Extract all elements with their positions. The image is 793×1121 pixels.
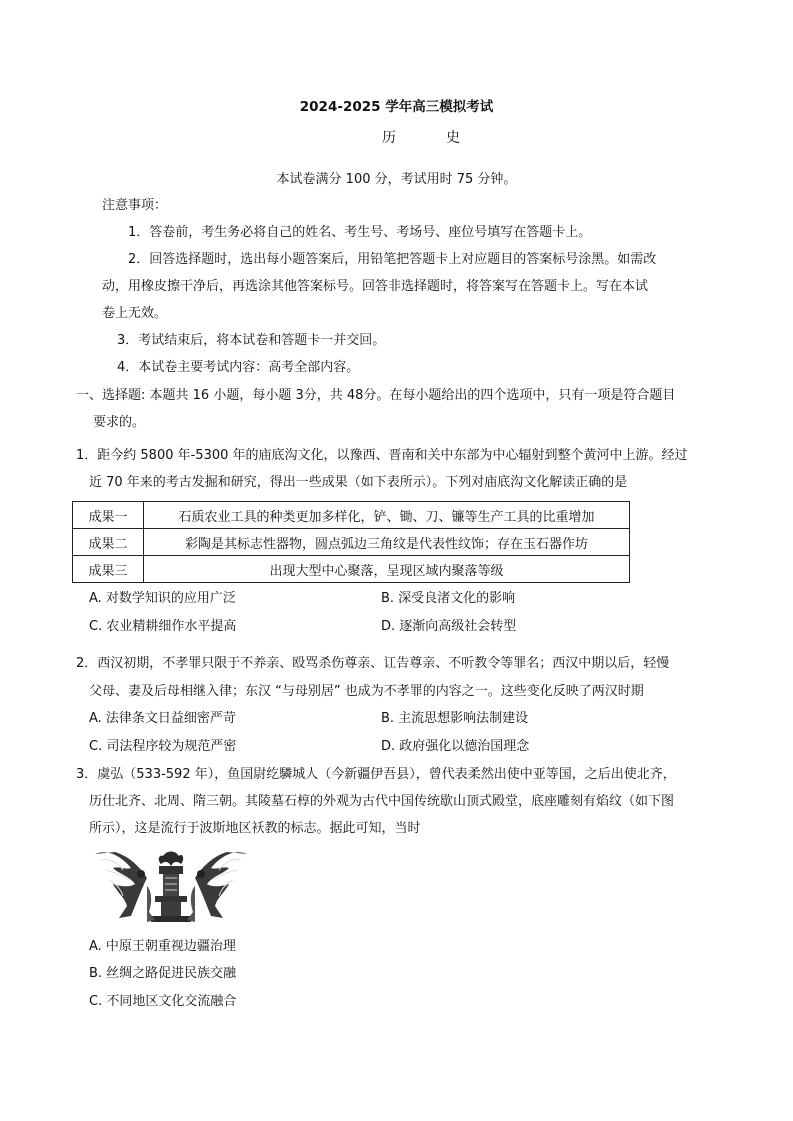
option-a[interactable]: A. 中原王朝重视边疆治理: [89, 939, 236, 954]
option-b[interactable]: B. 丝绸之路促进民族交融: [89, 966, 237, 981]
subject-char-1: 历: [382, 130, 396, 146]
section-heading-cont: 要求的。: [93, 415, 146, 430]
exam-info: 本试卷满分 100 分，考试用时 75 分钟。: [276, 172, 517, 187]
table-cell-label: 成果二: [73, 529, 144, 556]
question-1-stem: 1．距今约 5800 年-5300 年的庙底沟文化，以豫西、晋南和关中东部为中心辐射到整个黄河中上游。经过: [76, 448, 688, 463]
table-cell-label: 成果一: [73, 502, 144, 529]
option-b[interactable]: B. 深受良渚文化的影响: [381, 591, 516, 606]
table-cell-label: 成果三: [73, 556, 144, 583]
notes-item: 4．本试卷主要考试内容：高考全部内容。: [117, 360, 360, 375]
section-heading: 一、选择题: 本题共 16 小题，每小题 3分，共 48分。在每小题给出的四个选项中，只有一项是符合题目: [76, 388, 676, 403]
question-3-stem-cont: 所示），这是流行于波斯地区袄教的标志。据此可知，当时: [89, 821, 421, 836]
subject-title: [382, 131, 460, 145]
question-2-stem: 2．西汉初期，不孝罪只限于不养亲、殴骂杀伤尊亲、讧告尊亲、不听教令等罪名；西汉中期以后，轻慢: [76, 656, 670, 671]
notes-item: 3．考试结束后，将本试卷和答题卡一并交回。: [117, 333, 386, 348]
option-a[interactable]: A. 法律条文日益细密严苛: [89, 711, 236, 726]
table-cell-value: 石质农业工具的种类更加多样化，铲、锄、刀、镰等生产工具的比重增加: [144, 502, 630, 529]
notes-heading: 注意事项：: [102, 198, 168, 213]
option-b[interactable]: B. 主流思想影响法制建设: [381, 711, 529, 726]
option-c[interactable]: C. 农业精耕细作水平提高: [89, 619, 237, 634]
exam-title: 2024-2025 学年高三模拟考试: [299, 99, 494, 115]
option-a[interactable]: A. 对数学知识的应用广泛: [89, 591, 236, 606]
table-row: [73, 529, 630, 556]
results-table: [72, 501, 630, 583]
option-d[interactable]: D. 逐渐向高级社会转型: [381, 619, 517, 634]
table-cell-value: 彩陶是其标志性器物，圆点弧边三角纹是代表性纹饰；存在玉石器作坊: [144, 529, 630, 556]
question-3-stem: 3．虞弘（533-592 年），鱼国尉纥驎城人（今新疆伊吾县），曾代表柔然出使中亚等国，之后出使北齐，: [76, 767, 676, 782]
notes-item: 卷上无效。: [102, 306, 168, 321]
table-row: [73, 556, 630, 583]
option-c[interactable]: C. 司法程序较为规范严密: [89, 739, 237, 754]
notes-item: 2．回答选择题时，选出每小题答案后，用铅笔把答题卡上对应题目的答案标号涂黑。如需改: [128, 252, 657, 267]
question-1-stem-cont: 近 70 年来的考古发掘和研究，得出一些成果（如下表所示）。下列对庙底沟文化解读正确的是: [89, 475, 628, 490]
notes-item: 动，用橡皮擦干净后，再选涂其他答案标号。回答非选择题时，将答案写在答题卡上。写在本试: [102, 279, 649, 294]
notes-item: 1．答卷前，考生务必将自己的姓名、考生号、考场号、座位号填写在答题卡上。: [128, 225, 592, 240]
option-d[interactable]: D. 政府强化以德治国理念: [381, 739, 530, 754]
subject-char-2: 史: [446, 130, 460, 146]
question-2-stem-cont: 父母、妻及后母相继入律；东汉 “与母别居” 也成为不孝罪的内容之一。这些变化反映了两汉时期: [89, 684, 644, 699]
table-row: [73, 502, 630, 529]
table-cell-value: 出现大型中心聚落，呈现区域内聚落等级: [144, 556, 630, 583]
question-3-stem-cont: 历仕北齐、北周、隋三朝。其陵墓石椁的外观为古代中国传统歇山顶式殿堂，底座雕刻有焰纹（如下图: [89, 794, 675, 809]
relief-carving-image: [89, 846, 253, 926]
option-c[interactable]: C. 不同地区文化交流融合: [89, 994, 237, 1009]
